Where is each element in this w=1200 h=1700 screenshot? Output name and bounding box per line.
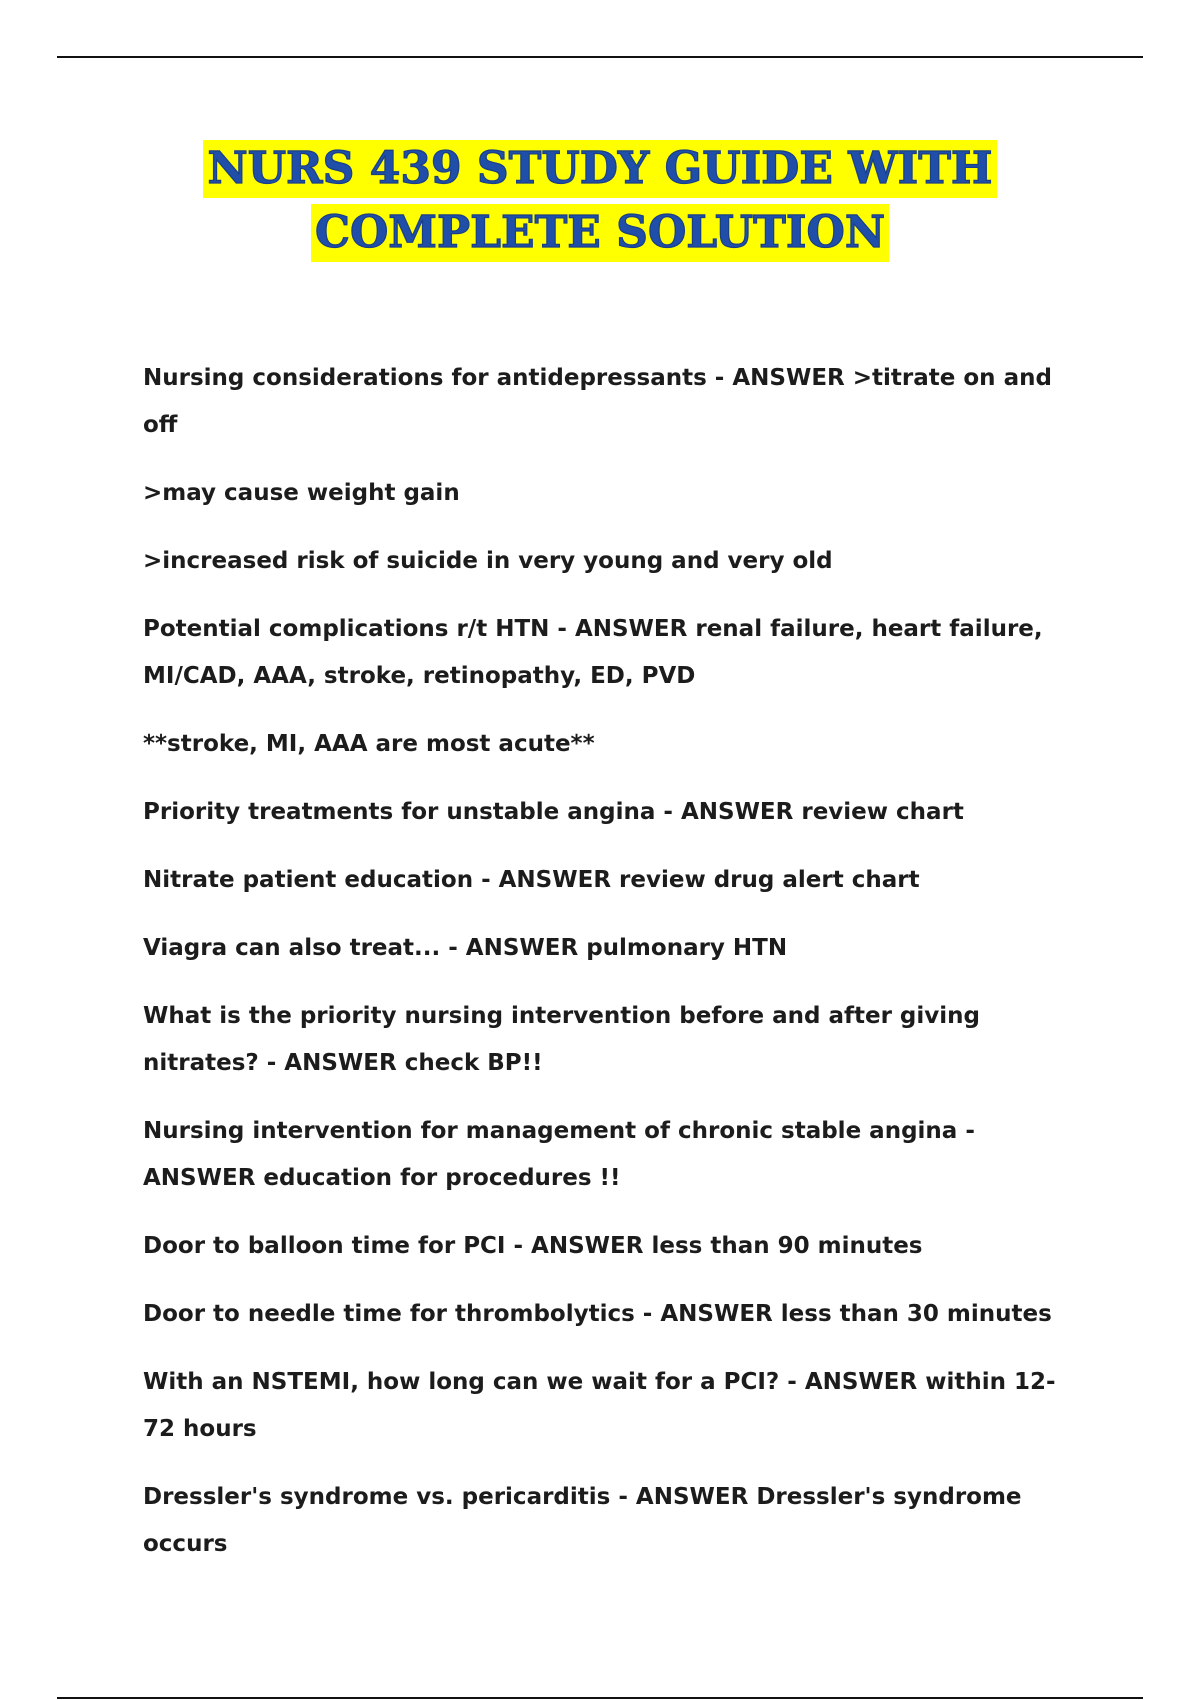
qa-entry-door-to-needle: Door to needle time for thrombolytics - ANSWER less than 30 minutes (143, 1301, 1052, 1327)
top-rule (57, 56, 1143, 58)
qa-entry-unstable-angina: Priority treatments for unstable angina - ANSWER review chart (143, 799, 964, 825)
qa-entry-viagra: Viagra can also treat... - ANSWER pulmonary HTN (143, 935, 788, 961)
title-line-1: NURS 439 STUDY GUIDE WITH (203, 140, 996, 198)
qa-entry-suicide-risk: >increased risk of suicide in very young and very old (143, 548, 833, 574)
qa-entry-nitrate-education: Nitrate patient education - ANSWER review drug alert chart (143, 867, 920, 893)
qa-entry-dresslers: Dressler's syndrome vs. pericarditis - ANSWER Dressler's syndrome occurs (143, 1484, 1022, 1557)
qa-entry-htn-complications: Potential complications r/t HTN - ANSWER renal failure, heart failure, MI/CAD, AAA, stroke, retinopathy, ED, PVD (143, 616, 1043, 689)
qa-entry-nitrate-intervention: What is the priority nursing intervention before and after giving nitrates? - ANSWER check BP!! (143, 1003, 980, 1076)
qa-entry-stable-angina: Nursing intervention for management of chronic stable angina - ANSWER education for procedures !! (143, 1118, 975, 1191)
qa-entry-antidepressants: Nursing considerations for antidepressants - ANSWER >titrate on and off (143, 365, 1052, 438)
qa-entry-nstemi: With an NSTEMI, how long can we wait for a PCI? - ANSWER within 12-72 hours (143, 1369, 1056, 1442)
bottom-rule (57, 1697, 1143, 1699)
document-title (0, 140, 1200, 268)
title-line-2: COMPLETE SOLUTION (311, 204, 889, 262)
study-guide-body (143, 355, 1073, 1589)
qa-entry-door-to-balloon: Door to balloon time for PCI - ANSWER less than 90 minutes (143, 1233, 923, 1259)
qa-entry-most-acute: **stroke, MI, AAA are most acute** (143, 731, 595, 757)
qa-entry-weight-gain: >may cause weight gain (143, 480, 460, 506)
